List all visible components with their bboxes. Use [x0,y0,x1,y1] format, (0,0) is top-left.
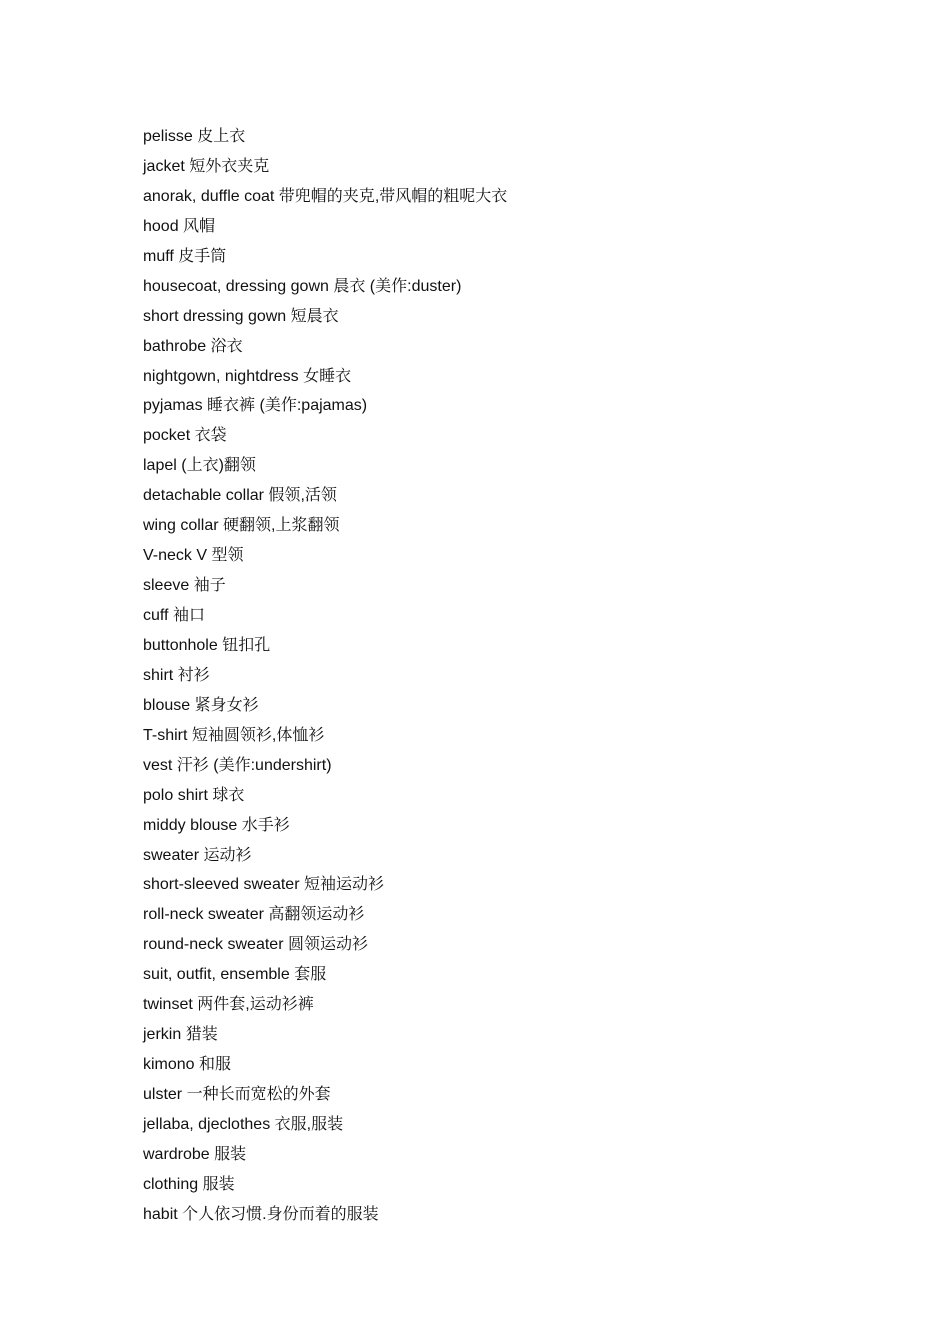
entry-text: ulster 一种长而宽松的外套 [143,1084,331,1103]
entry-text: detachable collar 假领,活领 [143,485,337,505]
vocabulary-entry [143,420,507,450]
entry-text: short dressing gown 短晨衣 [143,305,339,325]
entry-text: V-neck V 型领 [143,545,244,565]
vocabulary-entry [143,361,507,391]
vocabulary-entry [143,600,507,630]
entry-text: bathrobe 浴衣 [143,335,243,355]
vocabulary-entry [143,1169,507,1199]
vocabulary-entry [143,390,507,420]
vocabulary-entry [143,121,507,151]
entry-text: round-neck sweater 圆领运动衫 [143,934,368,954]
entry-text: buttonhole 钮扣孔 [143,634,271,654]
vocabulary-entry [143,1199,507,1229]
vocabulary-entry [143,720,507,750]
vocabulary-entry [143,810,507,840]
vocabulary-entry [143,181,507,211]
entry-text: twinset 两件套,运动衫裤 [143,994,314,1014]
vocabulary-entry [143,989,507,1019]
entry-text: clothing 服装 [143,1173,235,1193]
vocabulary-entry [143,750,507,780]
vocabulary-entry [143,301,507,331]
vocabulary-entry [143,1109,507,1139]
vocabulary-entry [143,1019,507,1049]
vocabulary-entry [143,331,507,361]
vocabulary-entry [143,840,507,870]
vocabulary-entry [143,780,507,810]
vocabulary-entry [143,660,507,690]
entry-text: muff 皮手筒 [143,245,227,265]
entry-text: jellaba, djeclothes 衣服,服装 [143,1113,344,1133]
entry-text: short-sleeved sweater 短袖运动衫 [143,874,384,894]
entry-text: pyjamas 睡衣裤 (美作:pajamas) [143,395,368,415]
entry-text: wing collar 硬翻领,上浆翻领 [143,515,340,535]
entry-text: middy blouse 水手衫 [143,814,290,834]
entry-text: nightgown, nightdress 女睡衣 [143,365,352,385]
vocabulary-entry [143,1049,507,1079]
vocabulary-list [143,121,507,1229]
vocabulary-entry [143,450,507,480]
vocabulary-entry [143,151,507,181]
vocabulary-entry [143,271,507,301]
vocabulary-entry [143,899,507,929]
entry-text: housecoat, dressing gown 晨衣 (美作:duster) [143,275,462,295]
entry-text: suit, outfit, ensemble 套服 [143,964,327,984]
entry-text: pelisse 皮上衣 [143,126,246,145]
vocabulary-entry [143,1139,507,1169]
vocabulary-entry [143,630,507,660]
vocabulary-entry [143,540,507,570]
entry-text: kimono 和服 [143,1054,232,1074]
vocabulary-entry [143,929,507,959]
entry-text: wardrobe 服装 [143,1143,247,1163]
vocabulary-entry [143,480,507,510]
entry-text: blouse 紧身女衫 [143,694,259,714]
entry-text: sleeve 袖子 [143,575,226,595]
entry-text: roll-neck sweater 高翻领运动衫 [143,904,365,924]
entry-text: habit 个人依习惯.身份而着的服装 [143,1203,379,1223]
vocabulary-entry [143,241,507,271]
entry-text: sweater 运动衫 [143,844,252,864]
vocabulary-entry [143,1079,507,1109]
entry-text: jerkin 猎装 [143,1024,218,1044]
entry-text: jacket 短外衣夹克 [143,155,270,175]
entry-text: pocket 衣袋 [143,425,227,445]
entry-text: shirt 衬衫 [143,664,210,684]
vocabulary-entry [143,211,507,241]
vocabulary-entry [143,959,507,989]
entry-text: lapel (上衣)翻领 [143,455,256,475]
vocabulary-entry [143,570,507,600]
entry-text: cuff 袖口 [143,605,205,624]
vocabulary-entry [143,690,507,720]
entry-text: vest 汗衫 (美作:undershirt) [143,754,332,774]
entry-text: anorak, duffle coat 带兜帽的夹克,带风帽的粗呢大衣 [143,185,508,205]
entry-text: hood 风帽 [143,215,216,235]
vocabulary-entry [143,510,507,540]
entry-text: T-shirt 短袖圆领衫,体恤衫 [143,724,325,744]
vocabulary-entry [143,869,507,899]
entry-text: polo shirt 球衣 [143,784,245,804]
